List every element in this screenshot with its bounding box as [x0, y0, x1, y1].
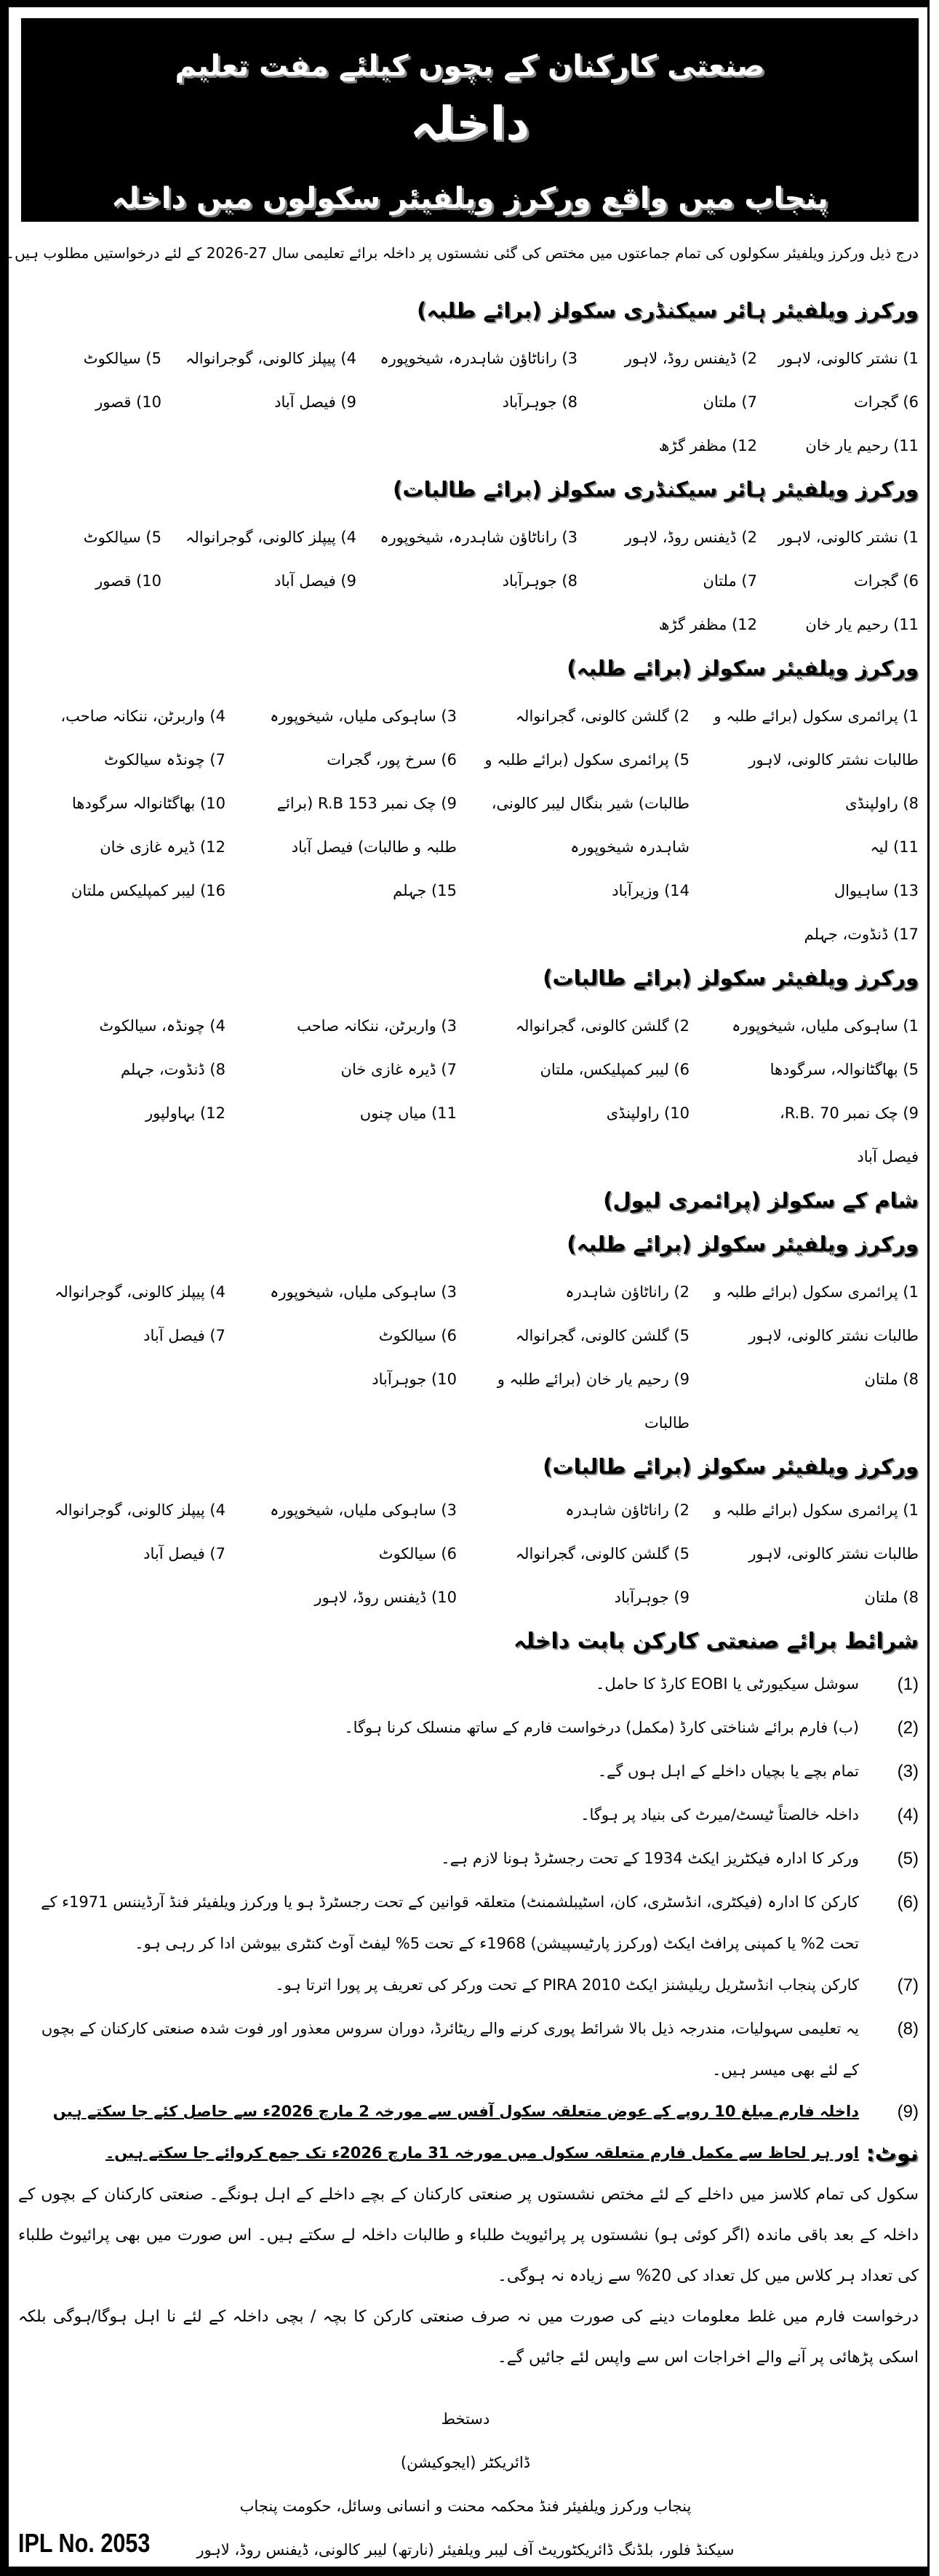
school-row — [20, 1314, 919, 1357]
intro-text: درج ذیل ورکرز ویلفیئر سکولوں کی تمام جماعتوں میں مختص کی گئی نشستوں پر داخلہ برائے تعلیمی سال 27-2026 کے لئے درخواستیں مطلوب ہیں۔ — [6, 244, 919, 262]
school-row — [20, 1004, 919, 1048]
conditions-heading: شرائط برائے صنعتی کارکن بابت داخلہ — [514, 1629, 919, 1654]
school-entry — [20, 1401, 225, 1445]
school-row — [20, 782, 919, 825]
section-heading: ورکرز ویلفیئر ہائر سیکنڈری سکولز (برائے طالبات) — [393, 477, 919, 502]
school-row — [20, 738, 919, 782]
school-entry: 15) جہلم — [393, 882, 457, 899]
school-entry: 11) رحیم یار خان — [805, 616, 919, 633]
school-row — [20, 603, 919, 646]
school-entry: 5) گلشن کالونی، گجرانوالہ — [515, 1545, 690, 1562]
school-entry — [457, 912, 690, 956]
address: سیکنڈ فلور، بلڈنگ ڈائریکٹوریٹ آف لیبر ویلفیئر (نارتھ) لیبر کالونی، ڈیفنس روڈ، لاہور — [196, 2541, 735, 2559]
section-heading: ورکرز ویلفیئر سکولز (برائے طلبہ) — [567, 1232, 919, 1256]
school-row — [20, 515, 919, 559]
condition-number: (1) — [897, 1674, 919, 1694]
school-entry — [20, 1576, 225, 1619]
section-heading: ورکرز ویلفیئر ہائر سیکنڈری سکولز (برائے طلبہ) — [417, 298, 919, 323]
school-entry: 4) پیپلز کالونی، گوجرانوالہ — [185, 529, 356, 546]
school-entry: 14) وزیرآباد — [612, 882, 690, 899]
condition-number: (5) — [897, 1849, 919, 1869]
school-entry: 1) نشتر کالونی، لاہور — [778, 529, 919, 546]
school-entry: طالبات) شیر بنگال لیبر کالونی، — [491, 795, 690, 812]
school-entry: 8) ڈنڈوت، جہلم — [120, 1061, 225, 1078]
organization: پنجاب ورکرز ویلفیئر فنڈ محکمہ محنت و انسانی وسائل، حکومت پنجاب — [239, 2497, 692, 2515]
signature-block — [175, 2397, 756, 2572]
school-entry: 7) چونڈہ سیالکوٹ — [104, 751, 225, 769]
school-entry: 12) ڈیرہ غازی خان — [100, 838, 225, 856]
condition-number: (7) — [897, 1975, 919, 1995]
school-entry: 9) چک نمبر R.B. 70، — [779, 1104, 919, 1122]
school-entry: 9) فیصل آباد — [274, 572, 356, 590]
note-paragraph: سکول کی تمام کلاسز میں داخلے کے لئے مختص نشستوں پر صنعتی کارکنان کے بچے داخلے کے اہل ہونگے۔ صنعتی کارکنان کے بچوں کے داخلہ کے بعد باقی ماندہ (اگر کوئی ہو) نشستوں پر پرائیویٹ طلباء و طالبات داخلہ لے سکتے ہیں۔ اس صورت میں بھی پرائیوٹ طلباء کی تعداد ہر کلاس میں کل تعداد کی 20% سے زیادہ نہ ہوگی۔ — [18, 2186, 919, 2285]
school-row — [20, 825, 919, 869]
school-row — [20, 694, 919, 738]
school-entry: 3) راناٹاؤن شاہدرہ، شیخوپورہ — [380, 350, 578, 367]
school-entry: 8) راولپنڈی — [845, 795, 919, 812]
school-entry: 3) ساہوکی ملیاں، شیخوپورہ — [270, 1283, 457, 1301]
condition-item — [29, 1838, 919, 1882]
school-entry: 10) ڈیفنس روڈ، لاہور — [314, 1589, 457, 1606]
school-entry: 7) فیصل آباد — [143, 1327, 225, 1344]
school-row — [20, 1401, 919, 1445]
school-entry: طالبات — [644, 1414, 690, 1432]
school-entry: 10) راولپنڈی — [606, 1104, 690, 1122]
school-entry: 12) مظفر گڑھ — [658, 437, 757, 454]
school-row — [20, 1576, 919, 1619]
header-banner — [21, 18, 919, 222]
condition-item — [29, 1965, 919, 2008]
school-entry: 10) بھاگٹانوالہ سرگودھا — [71, 795, 225, 812]
school-entry: 2) گلشن کالونی، گجرانوالہ — [515, 707, 690, 725]
school-row — [20, 337, 919, 380]
school-entry: 8) ملتان — [864, 1589, 919, 1606]
school-entry: 12) مظفر گڑھ — [658, 616, 757, 633]
school-entry: 9) رحیم یار خان (برائے طلبہ و — [497, 1371, 690, 1388]
school-entry — [690, 1401, 919, 1445]
subheadline: پنجاب میں واقع ورکرز ویلفیئر سکولوں میں داخلہ — [111, 182, 828, 215]
conditions-section — [29, 1620, 919, 2174]
condition-text: سوشل سیکیورٹی یا EOBI کارڈ کا حامل۔ — [596, 1675, 859, 1693]
condition-item — [29, 2008, 919, 2091]
school-entry: 11) رحیم یار خان — [805, 437, 919, 454]
conditions-list — [29, 1664, 919, 2174]
school-row — [20, 1488, 919, 1532]
school-entry — [356, 603, 578, 646]
school-entry — [20, 424, 161, 468]
condition-number: (9) — [897, 2102, 919, 2122]
school-entry — [161, 603, 356, 646]
condition-number: (2) — [897, 1718, 919, 1738]
school-entry: 5) گلشن کالونی، گجرانوالہ — [515, 1327, 690, 1344]
school-row — [20, 1135, 919, 1179]
section-heading: ورکرز ویلفیئر سکولز (برائے طلبہ) — [567, 656, 919, 681]
school-entry: فیصل آباد — [857, 1148, 919, 1165]
school-row — [20, 1357, 919, 1401]
school-entry — [161, 424, 356, 468]
school-entry: 5) پرائمری سکول (برائے طلبہ و — [484, 751, 690, 769]
school-entry: 9) جوہرآباد — [614, 1589, 690, 1606]
school-entry: 3) راناٹاؤن شاہدرہ، شیخوپورہ — [380, 529, 578, 546]
signature-label: دستخط — [441, 2410, 490, 2428]
school-entry: 2) ڈیفنس روڈ، لاہور — [624, 350, 757, 367]
section-heading: ورکرز ویلفیئر سکولز (برائے طالبات) — [543, 966, 919, 990]
school-entry: 1) پرائمری سکول (برائے طلبہ و — [714, 1283, 919, 1301]
school-entry: 1) ساہوکی ملیاں، شیخوپورہ — [732, 1017, 919, 1035]
school-entry: 4) پیپلز کالونی، گوجرانوالہ — [55, 1283, 225, 1301]
school-entry: 11) لیہ — [870, 838, 919, 856]
signatory-title: ڈائریکٹر (ایجوکیشن) — [400, 2454, 531, 2471]
school-row — [20, 559, 919, 603]
condition-number: (8) — [897, 2019, 919, 2039]
school-entry: 8) جوہرآباد — [502, 393, 578, 411]
school-row — [20, 912, 919, 956]
condition-text: کارکن کا ادارہ (فیکٹری، انڈسٹری، کان، اسٹیبلشمنٹ) متعلقہ قوانین کے تحت رجسٹرڈ ہو یا ورکرز ویلفیئر فنڈ آرڈیننس 1971ء کے تحت 2% یا کمپنی پرافٹ ایکٹ (ورکرز پارٹیسپیشن) 1968ء کے تحت 5% لیفٹ آوٹ کنٹری بیوشن ادا کر رہی ہو۔ — [41, 1893, 859, 1952]
section-heading: ورکرز ویلفیئر سکولز (برائے طالبات) — [543, 1454, 919, 1479]
school-entry: 17) ڈنڈوت، جہلم — [804, 926, 919, 943]
section-heading: شام کے سکولز (پرائمری لیول) — [603, 1188, 919, 1213]
school-entry — [457, 1135, 690, 1179]
school-row — [20, 1048, 919, 1091]
school-entry: 6) سیالکوٹ — [378, 1545, 457, 1562]
school-entry: 8) ملتان — [864, 1371, 919, 1388]
school-entry: طلبہ و طالبات) فیصل آباد — [291, 838, 457, 856]
school-entry: 3) واربرٹن، ننکانہ صاحب — [297, 1017, 457, 1035]
school-lists — [20, 289, 919, 1619]
school-entry: 10) قصور — [95, 393, 161, 411]
school-entry: شاہدرہ شیخوپورہ — [570, 838, 690, 856]
condition-item — [29, 1751, 919, 1794]
school-entry: 7) ملتان — [703, 572, 757, 590]
school-row — [20, 380, 919, 424]
school-entry: 1) پرائمری سکول (برائے طلبہ و — [714, 707, 919, 725]
school-entry: 10) قصور — [95, 572, 161, 590]
condition-item — [29, 1707, 919, 1751]
school-entry: 4) پیپلز کالونی، گوجرانوالہ — [185, 350, 356, 367]
school-entry: 9) چک نمبر R.B 153 (برائے — [276, 795, 457, 812]
condition-text: داخلہ خالصتاً ٹیسٹ/میرٹ کی بنیاد پر ہوگا۔ — [580, 1806, 859, 1823]
school-entry: 13) ساہیوال — [834, 882, 919, 899]
school-entry — [20, 1135, 225, 1179]
condition-text: تمام بچے یا بچیاں داخلے کے اہل ہوں گے۔ — [597, 1762, 859, 1780]
school-entry: 9) فیصل آباد — [274, 393, 356, 411]
school-entry: 4) چونڈہ، سیالکوٹ — [99, 1017, 225, 1035]
ipl-number: IPL No. 2053 — [18, 2528, 151, 2558]
note-section — [18, 2134, 919, 2378]
school-entry: طالبات نشتر کالونی، لاہور — [748, 751, 919, 769]
school-row — [20, 869, 919, 912]
school-entry: 2) ڈیفنس روڈ، لاہور — [624, 529, 757, 546]
school-entry: 16) لیبر کمپلیکس ملتان — [71, 882, 225, 899]
school-entry: 7) ڈیرہ غازی خان — [340, 1061, 457, 1078]
note-heading: نوٹ: — [866, 2141, 919, 2167]
school-row — [20, 424, 919, 468]
school-entry — [20, 603, 161, 646]
condition-item — [29, 1794, 919, 1838]
school-entry: 6) گجرات — [854, 572, 919, 590]
main-title: داخلہ — [409, 97, 530, 151]
school-entry: 11) میاں چنوں — [359, 1104, 457, 1122]
school-entry — [20, 912, 225, 956]
school-entry: 7) فیصل آباد — [143, 1545, 225, 1562]
school-entry: 6) گجرات — [854, 393, 919, 411]
school-entry: 5) سیالکوٹ — [83, 529, 161, 546]
condition-number: (3) — [897, 1762, 919, 1781]
school-entry: 1) پرائمری سکول (برائے طلبہ و — [714, 1501, 919, 1519]
school-entry: 2) راناٹاؤن شاہدرہ — [565, 1501, 690, 1519]
headline: صنعتی کارکنان کے بچوں کیلئے مفت تعلیم — [175, 49, 765, 83]
school-entry: 6) لیبر کمپلیکس، ملتان — [540, 1061, 690, 1078]
school-entry — [20, 1357, 225, 1401]
condition-text: داخلہ فارم مبلغ 10 روپے کے عوض متعلقہ سکول آفس سے مورخہ 2 مارچ 2026ء سے حاصل کئے جا سکتے ہیں اور ہر لحاظ سے مکمل فارم متعلقہ سکول میں مورخہ 31 مارچ 2026ء تک جمع کروائے جا سکتے ہیں۔ — [52, 2103, 859, 2162]
condition-text: کارکن پنجاب انڈسٹریل ریلیشنز ایکٹ PIRA 2010 کے تحت ورکر کی تعریف پر پورا اترتا ہو۔ — [275, 1976, 859, 1994]
school-entry — [225, 1135, 457, 1179]
condition-item — [29, 1882, 919, 1965]
school-entry: 1) نشتر کالونی، لاہور — [778, 350, 919, 367]
school-entry — [356, 424, 578, 468]
condition-text: (ب) فارم برائے شناختی کارڈ (مکمل) درخواست فارم کے ساتھ منسلک کرنا ہوگا۔ — [344, 1719, 859, 1736]
condition-item — [29, 1664, 919, 1707]
school-entry: 3) ساہوکی ملیاں، شیخوپورہ — [270, 707, 457, 725]
school-entry: طالبات نشتر کالونی، لاہور — [748, 1327, 919, 1344]
note-paragraph: درخواست فارم میں غلط معلومات دینے کی صورت میں نہ صرف صنعتی کارکن کا بچہ / بچی داخلہ کے لئے نا اہل ہوگا/ہوگی بلکہ اسکی پڑھائی پر آنے والے اخراجات اس سے واپس لئے جائیں گے۔ — [18, 2308, 919, 2367]
school-row — [20, 1091, 919, 1135]
condition-text: ورکر کا ادارہ فیکٹریز ایکٹ 1934 کے تحت رجسٹرڈ ہونا لازم ہے۔ — [441, 1850, 859, 1867]
school-entry: 6) سیالکوٹ — [378, 1327, 457, 1344]
school-entry: 3) ساہوکی ملیاں، شیخوپورہ — [270, 1501, 457, 1519]
school-entry: 4) پیپلز کالونی، گوجرانوالہ — [55, 1501, 225, 1519]
school-entry: 6) سرخ پور، گجرات — [327, 751, 457, 769]
school-entry: 4) واربرٹن، ننکانہ صاحب، — [60, 707, 225, 725]
condition-text: یہ تعلیمی سہولیات، مندرجہ ذیل بالا شرائط پوری کرنے والے ریٹائرڈ، دوران سروس معذور اور فوت شدہ صنعتی کارکنان کے بچوں کے لئے بھی میسر ہیں۔ — [41, 2020, 859, 2079]
school-entry: 5) سیالکوٹ — [83, 350, 161, 367]
school-row — [20, 1532, 919, 1576]
school-row — [20, 1270, 919, 1314]
school-entry — [225, 912, 457, 956]
school-entry: 8) جوہرآباد — [502, 572, 578, 590]
school-entry: 7) ملتان — [703, 393, 757, 411]
school-entry: طالبات نشتر کالونی، لاہور — [748, 1545, 919, 1562]
school-entry — [225, 1401, 457, 1445]
school-entry: 5) بھاگٹانوالہ، سرگودھا — [770, 1061, 919, 1078]
school-entry: 2) گلشن کالونی، گجرانوالہ — [515, 1017, 690, 1035]
school-entry: 12) بہاولپور — [145, 1104, 225, 1122]
condition-number: (6) — [897, 1893, 919, 1912]
school-entry: 2) راناٹاؤن شاہدرہ — [565, 1283, 690, 1301]
condition-number: (4) — [897, 1805, 919, 1825]
school-entry: 10) جوہرآباد — [372, 1371, 457, 1388]
